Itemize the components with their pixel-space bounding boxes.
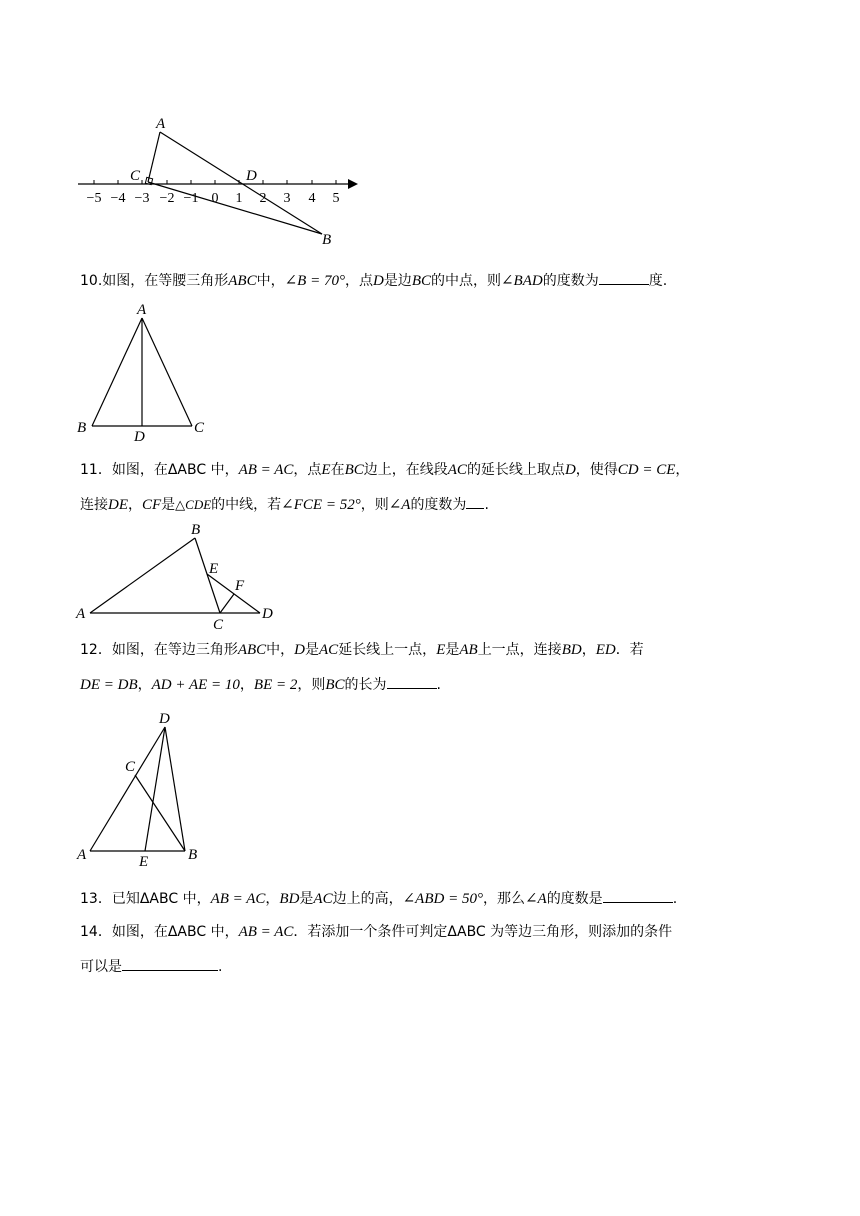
question-text: 如图，在等边三角形 <box>111 642 238 658</box>
point-label-a: A <box>76 606 86 622</box>
math-expression: BD <box>561 642 582 658</box>
math-expression: ∠A <box>388 497 411 513</box>
question-number: 11． <box>80 462 112 478</box>
math-expression: AB = AC <box>210 891 266 907</box>
point-label-d: D <box>246 168 257 184</box>
math-expression: D <box>294 642 306 658</box>
question-text: ，则 <box>297 677 326 693</box>
question-text: 是边 <box>383 273 412 289</box>
question-text: . <box>436 677 441 693</box>
question-11-line-2 <box>80 494 780 515</box>
tick-label: 5 <box>332 191 340 206</box>
question-text: 如图，在ΔABC 中， <box>111 924 239 940</box>
tick-label: −3 <box>134 191 150 206</box>
question-text: 的中点，则 <box>430 273 501 289</box>
tick-label: 4 <box>308 191 316 206</box>
tick-label: 2 <box>259 191 267 206</box>
question-10 <box>80 270 780 291</box>
question-number: 10. <box>80 273 103 289</box>
question-text: ， <box>137 677 152 693</box>
math-expression: ∠BAD <box>500 273 543 289</box>
answer-blank[interactable] <box>603 888 673 903</box>
math-expression: AB = AC <box>238 924 294 940</box>
point-label-c: C <box>130 168 141 184</box>
math-expression: ED <box>595 642 616 658</box>
answer-blank[interactable] <box>122 956 218 971</box>
numberline-figure <box>70 110 370 250</box>
math-expression: E <box>436 642 446 658</box>
tick-label: 3 <box>283 191 291 206</box>
math-expression: ∠FCE = 52° <box>281 497 361 513</box>
question-text: ，点 <box>293 462 322 478</box>
triangle-abc <box>148 132 322 234</box>
math-expression: E <box>321 462 331 478</box>
question-text: ， <box>265 891 280 907</box>
answer-blank[interactable] <box>387 674 437 689</box>
question-text: 边上的高， <box>332 891 403 907</box>
question-text: ，则 <box>360 497 389 513</box>
question-text: ．若 <box>615 642 644 658</box>
math-expression: ABC <box>228 273 257 289</box>
question-text: 的度数为 <box>410 497 467 513</box>
point-label-e: E <box>139 854 149 870</box>
math-expression: BC <box>344 462 364 478</box>
question-text: ，使得 <box>575 462 618 478</box>
question-13 <box>80 888 780 909</box>
axis-arrow <box>348 179 358 189</box>
question-text: ， <box>239 677 254 693</box>
question-text: ， <box>675 462 690 478</box>
point-label-c: C <box>194 420 205 436</box>
question-text: 的中线，若 <box>211 497 282 513</box>
question-text: 可以是 <box>80 959 122 975</box>
question-text: ，点 <box>344 273 373 289</box>
question-text: . <box>672 891 678 907</box>
math-expression: BC <box>411 273 431 289</box>
question-text: ， <box>128 497 142 513</box>
answer-blank[interactable] <box>466 494 484 509</box>
question-text: 是 <box>299 891 314 907</box>
question-text: 是 <box>305 642 320 658</box>
tick-label: −4 <box>110 191 126 206</box>
answer-blank[interactable] <box>599 270 649 285</box>
question-text: ， <box>581 642 596 658</box>
math-expression: ∠ABD = 50° <box>402 891 483 907</box>
math-expression: BD <box>279 891 300 907</box>
point-label-a: A <box>156 116 166 132</box>
math-expression: △CDE <box>175 497 212 512</box>
question-11 <box>80 460 780 480</box>
question-number: 13． <box>80 891 112 907</box>
equilateral-triangle-figure <box>70 705 220 870</box>
question-number: 14． <box>80 924 112 940</box>
point-label-e: E <box>209 561 219 577</box>
tick-label: −1 <box>183 191 199 206</box>
math-expression: CF <box>142 497 162 513</box>
math-expression: AC <box>447 462 467 478</box>
math-expression: BE = 2 <box>253 677 298 693</box>
question-text: 中， <box>266 642 295 658</box>
point-label-a: A <box>137 302 147 318</box>
question-text: 如图，在ΔABC 中， <box>111 462 239 478</box>
question-text: 是 <box>161 497 176 513</box>
tick-label: −5 <box>86 191 102 206</box>
question-14-line-2 <box>80 956 780 977</box>
math-expression: ∠A <box>524 891 547 907</box>
triangle-extension-figure <box>70 518 290 633</box>
question-text: 的度数为 <box>542 273 599 289</box>
question-text: 延长线上一点， <box>338 642 437 658</box>
point-label-b: B <box>77 420 87 436</box>
point-label-d: D <box>262 606 273 622</box>
tick-label: 1 <box>235 191 243 206</box>
question-text: 已知ΔABC 中， <box>111 891 211 907</box>
question-12 <box>80 640 780 660</box>
question-text: ．若添加一个条件可判定ΔABC 为等边三角形，则添加的条件 <box>293 924 673 940</box>
question-text: 度. <box>648 273 668 289</box>
question-text: 的延长线上取点 <box>466 462 565 478</box>
point-label-b: B <box>188 847 198 863</box>
point-label-b: B <box>322 232 332 248</box>
math-expression: ABC <box>237 642 267 658</box>
question-text: 在 <box>330 462 345 478</box>
point-label-a: A <box>77 847 87 863</box>
tick-label: 0 <box>211 191 219 206</box>
math-expression: AC <box>319 642 339 658</box>
question-text: 的度数是 <box>546 891 603 907</box>
point-label-d: D <box>159 711 170 727</box>
math-expression: CD = CE <box>617 462 676 478</box>
question-text: 如图，在等腰三角形 <box>102 273 229 289</box>
question-text: . <box>218 959 223 975</box>
math-expression: BC <box>325 677 345 693</box>
question-text: 中， <box>256 273 285 289</box>
question-12-line-2 <box>80 674 780 695</box>
question-text: 上一点，连接 <box>477 642 562 658</box>
question-text: . <box>484 497 489 513</box>
math-expression: ∠B = 70° <box>284 273 345 289</box>
point-label-f: F <box>235 578 245 594</box>
math-expression: AC <box>313 891 333 907</box>
point-label-c: C <box>213 617 224 633</box>
math-expression: AB = AC <box>238 462 294 478</box>
question-text: 连接 <box>80 497 108 513</box>
question-number: 12． <box>80 642 112 658</box>
tick-label: −2 <box>159 191 175 206</box>
math-expression: DE <box>108 497 128 513</box>
math-expression: DE = DB <box>80 677 138 693</box>
math-expression: AD + AE = 10 <box>151 677 240 693</box>
point-label-d: D <box>134 429 145 445</box>
point-label-b: B <box>191 522 201 538</box>
question-text: ，那么 <box>482 891 525 907</box>
question-text: 边上，在线段 <box>363 462 448 478</box>
point-label-c: C <box>125 759 136 775</box>
math-expression: D <box>372 273 384 289</box>
isosceles-triangle-figure <box>70 300 220 445</box>
math-expression: AB <box>459 642 478 658</box>
question-text: 是 <box>445 642 460 658</box>
question-text: 的长为 <box>344 677 387 693</box>
question-14 <box>80 922 780 942</box>
math-expression: D <box>564 462 576 478</box>
